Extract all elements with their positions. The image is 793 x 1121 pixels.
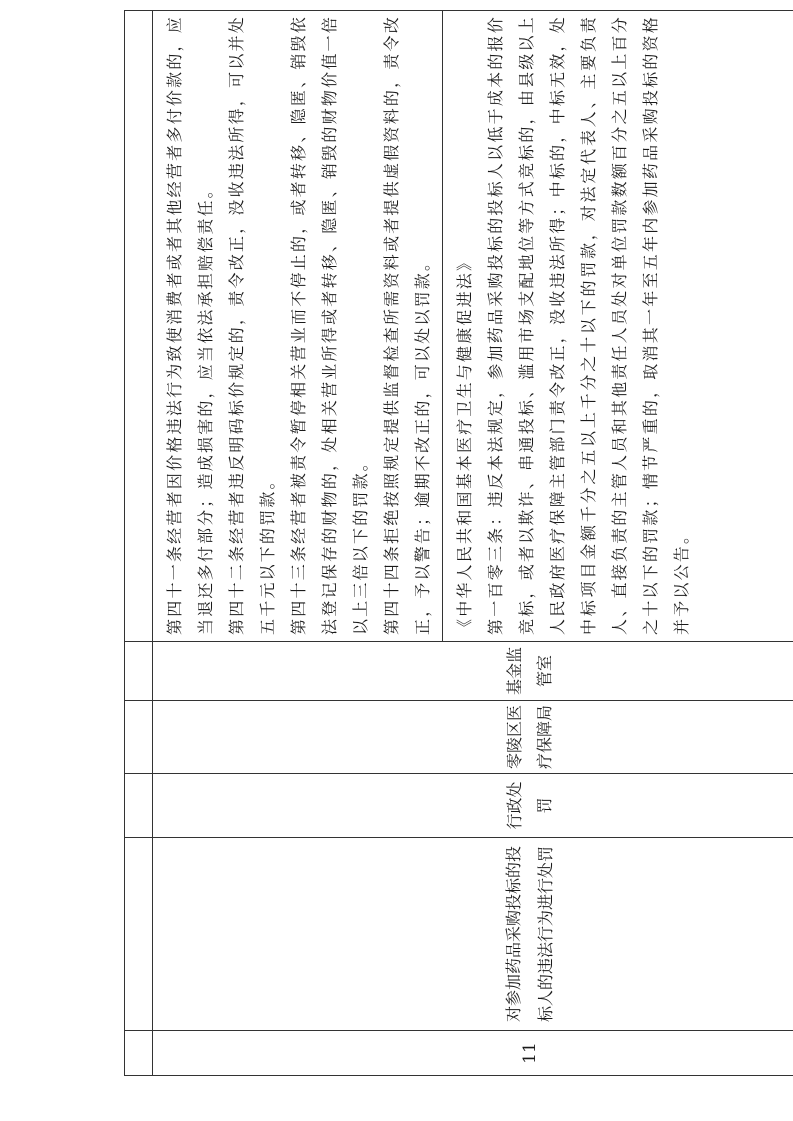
basis-article-103: 第一百零三条：违反本法规定，参加药品采购投标的投标人以低于成本的报价竞标，或者以欺诈、串通投标、滥用市场支配地位等方式竞标的，由县级以上人民政府医疗保障主管部门责令改正，没收违法所得；中标的，中标无效，处中标项目金额千分之五以上千分之十以下的罚款，对法定代表人、主要负责人、直接负责的主管人员和其他责任人员处对单位罚款数额百分之五以上百分之十以下的罚款；情节严重的，取消其一年至五年内参加药品采购投标的资格并予以公告。 (486, 15, 691, 635)
office: 基金监管室 (153, 642, 793, 701)
department: 零陵区医疗保障局 (153, 701, 793, 774)
row-number: 11 (153, 1031, 793, 1076)
basis-article-42: 第四十二条经营者违反明码标价规定的，责令改正，没收违法所得，可以并处五千元以下的罚款。 (227, 15, 277, 635)
legal-basis-cell (153, 11, 793, 642)
table-row (153, 11, 793, 1076)
category: 行政处罚 (153, 774, 793, 838)
basis-article-44: 第四十四条拒绝按照规定提供监督检查所需资料或者提供虚假资料的，责令改正，予以警告；逾期不改正的，可以处以罚款。 (382, 15, 432, 635)
basis-article-41: 第四十一条经营者因价格违法行为致使消费者或者其他经营者多付价款的，应当退还多付部分；造成损害的，应当依法承担赔偿责任。 (165, 15, 215, 635)
rotated-table-container (124, 15, 691, 1076)
previous-row-continuation (125, 11, 153, 1076)
item-name: 对参加药品采购投标的投标人的违法行为进行处罚 (153, 838, 793, 1031)
legal-basis-part1 (159, 15, 438, 635)
legal-basis-part2 (449, 15, 697, 635)
penalty-list-table (124, 10, 793, 1076)
law-title: 《中华人民共和国基本医疗卫生与健康促进法》 (455, 252, 474, 635)
basis-article-43: 第四十三条经营者被责令暂停相关营业而不停止的，或者转移、隐匿、销毁依法登记保存的财物的，处相关营业所得或者转移、隐匿、销毁的财物价值一倍以上三倍以下的罚款。 (289, 15, 370, 635)
